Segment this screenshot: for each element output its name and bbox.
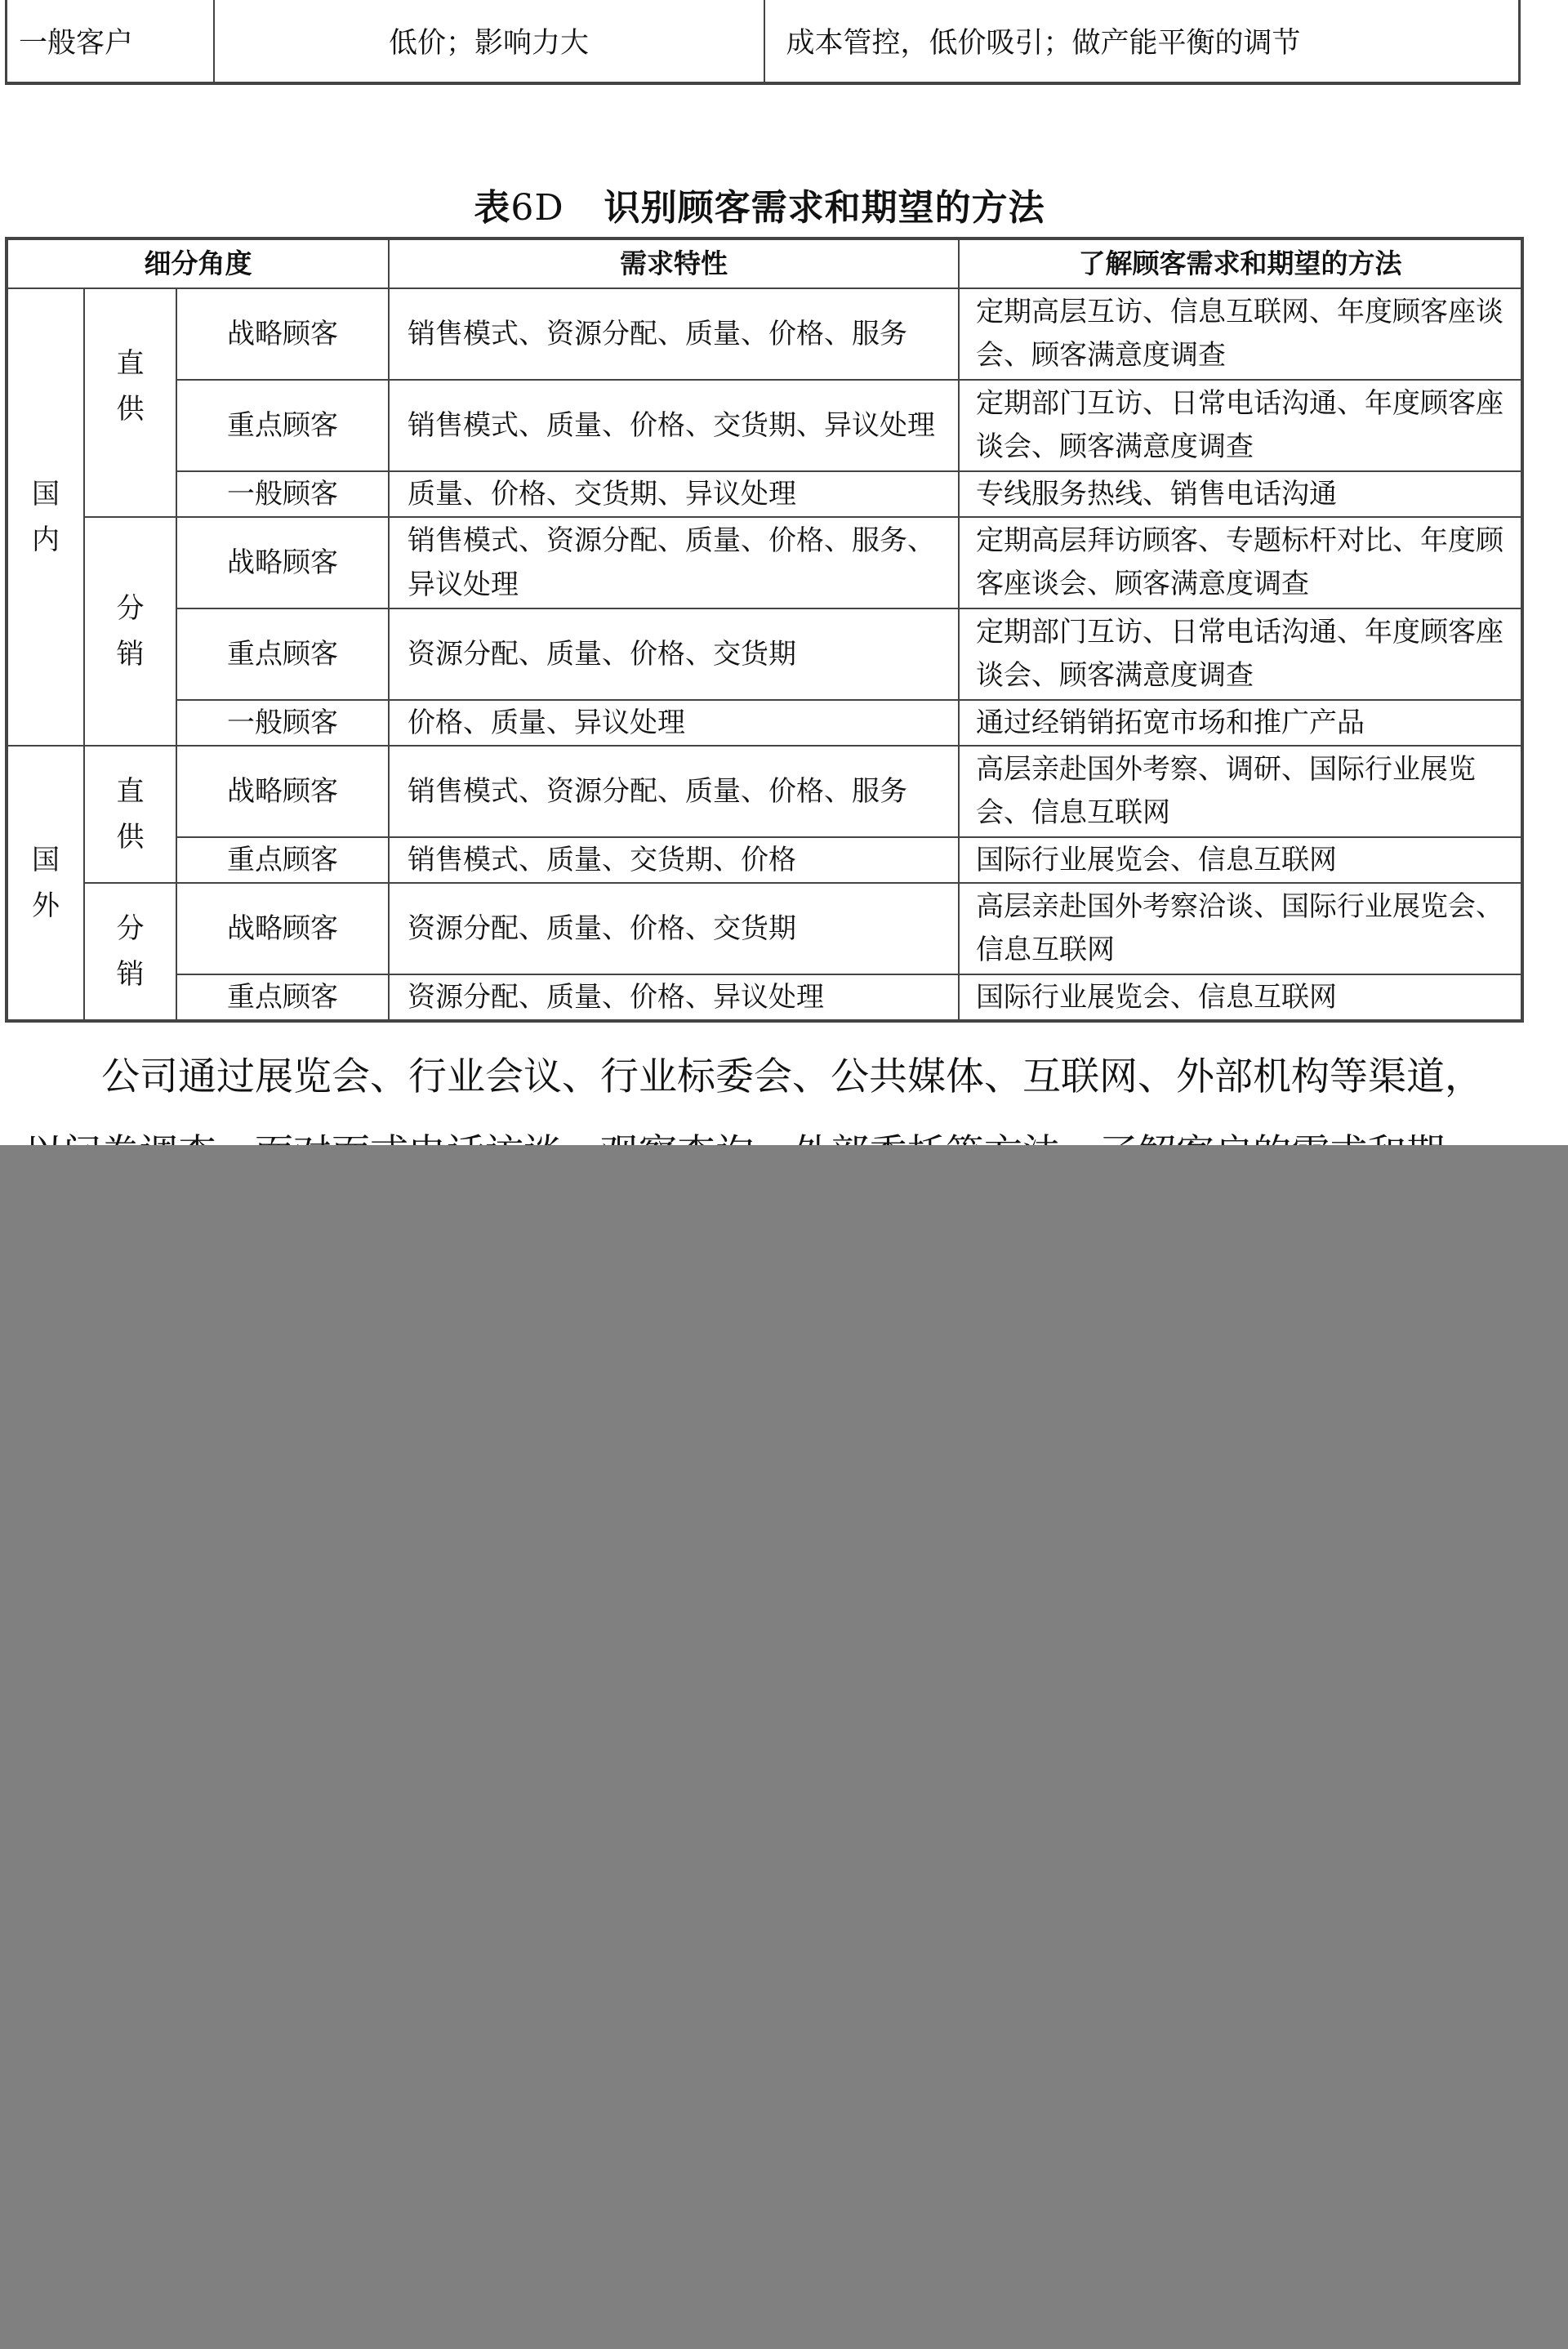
strategy-cell: 成本管控，低价吸引；做产能平衡的调节 bbox=[786, 27, 1301, 60]
table-row bbox=[7, 0, 1520, 83]
customer-type-cell: 一般顾客 bbox=[176, 471, 389, 517]
method-cell: 通过经销销拓宽市场和推广产品 bbox=[959, 700, 1522, 746]
table-row bbox=[7, 974, 1522, 1021]
body-paragraph: 公司通过展览会、行业会议、行业标委会、公共媒体、互联网、外部机构等渠道， bbox=[101, 1054, 1483, 1099]
channel-direct-cell: 直 供 bbox=[84, 288, 176, 517]
method-cell: 定期部门互访、日常电话沟通、年度顾客座谈会、顾客满意度调查 bbox=[959, 608, 1522, 700]
table-header-row bbox=[7, 238, 1522, 288]
needs-cell: 资源分配、质量、价格、交货期 bbox=[389, 883, 959, 974]
table-row bbox=[7, 608, 1522, 700]
table-row bbox=[7, 517, 1522, 608]
customer-type-cell: 战略顾客 bbox=[176, 288, 389, 380]
needs-cell: 销售模式、质量、价格、交货期、异议处理 bbox=[389, 380, 959, 471]
method-cell: 定期部门互访、日常电话沟通、年度顾客座谈会、顾客满意度调查 bbox=[959, 380, 1522, 471]
gray-overlay bbox=[0, 1145, 1568, 2349]
table-row bbox=[7, 288, 1522, 380]
feature-cell: 低价；影响力大 bbox=[214, 0, 764, 83]
customer-needs-table bbox=[5, 237, 1524, 1023]
header-needs: 需求特性 bbox=[389, 238, 959, 288]
method-cell: 国际行业展览会、信息互联网 bbox=[959, 974, 1522, 1021]
table-caption bbox=[0, 178, 1519, 230]
method-cell: 定期高层拜访顾客、专题标杆对比、年度顾客座谈会、顾客满意度调查 bbox=[959, 517, 1522, 608]
region-foreign-cell: 国 外 bbox=[7, 746, 84, 1021]
customer-type-cell: 重点顾客 bbox=[176, 837, 389, 883]
method-cell: 高层亲赴国外考察洽谈、国际行业展览会、信息互联网 bbox=[959, 883, 1522, 974]
customer-type-cell: 战略顾客 bbox=[176, 517, 389, 608]
caption-label: 表 bbox=[474, 187, 511, 229]
document-page bbox=[0, 0, 1568, 1143]
header-methods: 了解顾客需求和期望的方法 bbox=[959, 238, 1522, 288]
table-row bbox=[7, 837, 1522, 883]
needs-cell: 资源分配、质量、价格、异议处理 bbox=[389, 974, 959, 1021]
needs-cell: 销售模式、资源分配、质量、价格、服务 bbox=[389, 746, 959, 837]
needs-cell: 销售模式、质量、交货期、价格 bbox=[389, 837, 959, 883]
channel-direct-cell: 直 供 bbox=[84, 746, 176, 883]
method-cell: 定期高层互访、信息互联网、年度顾客座谈会、顾客满意度调查 bbox=[959, 288, 1522, 380]
customer-type-cell: 一般客户 bbox=[7, 0, 214, 83]
needs-cell: 销售模式、资源分配、质量、价格、服务、异议处理 bbox=[389, 517, 959, 608]
table-row bbox=[7, 746, 1522, 837]
channel-distribution-cell: 分 销 bbox=[84, 883, 176, 1021]
table-row bbox=[7, 471, 1522, 517]
customer-type-cell: 一般顾客 bbox=[176, 700, 389, 746]
customer-type-cell: 重点顾客 bbox=[176, 974, 389, 1021]
header-segmentation: 细分角度 bbox=[7, 238, 389, 288]
method-cell: 高层亲赴国外考察、调研、国际行业展览会、信息互联网 bbox=[959, 746, 1522, 837]
table-row bbox=[7, 700, 1522, 746]
customer-type-cell: 战略顾客 bbox=[176, 883, 389, 974]
table-row bbox=[7, 380, 1522, 471]
caption-title: 识别顾客需求和期望的方法 bbox=[604, 187, 1045, 229]
needs-cell: 价格、质量、异议处理 bbox=[389, 700, 959, 746]
previous-table-fragment bbox=[5, 0, 1521, 85]
needs-cell: 销售模式、资源分配、质量、价格、服务 bbox=[389, 288, 959, 380]
needs-cell: 质量、价格、交货期、异议处理 bbox=[389, 471, 959, 517]
needs-cell: 资源分配、质量、价格、交货期 bbox=[389, 608, 959, 700]
method-cell: 专线服务热线、销售电话沟通 bbox=[959, 471, 1522, 517]
customer-type-cell: 重点顾客 bbox=[176, 608, 389, 700]
caption-number: 6D bbox=[510, 187, 564, 229]
customer-type-cell: 重点顾客 bbox=[176, 380, 389, 471]
table-row bbox=[7, 883, 1522, 974]
customer-type-cell: 战略顾客 bbox=[176, 746, 389, 837]
channel-distribution-cell: 分 销 bbox=[84, 517, 176, 746]
region-domestic-cell: 国 内 bbox=[7, 288, 84, 746]
method-cell: 国际行业展览会、信息互联网 bbox=[959, 837, 1522, 883]
